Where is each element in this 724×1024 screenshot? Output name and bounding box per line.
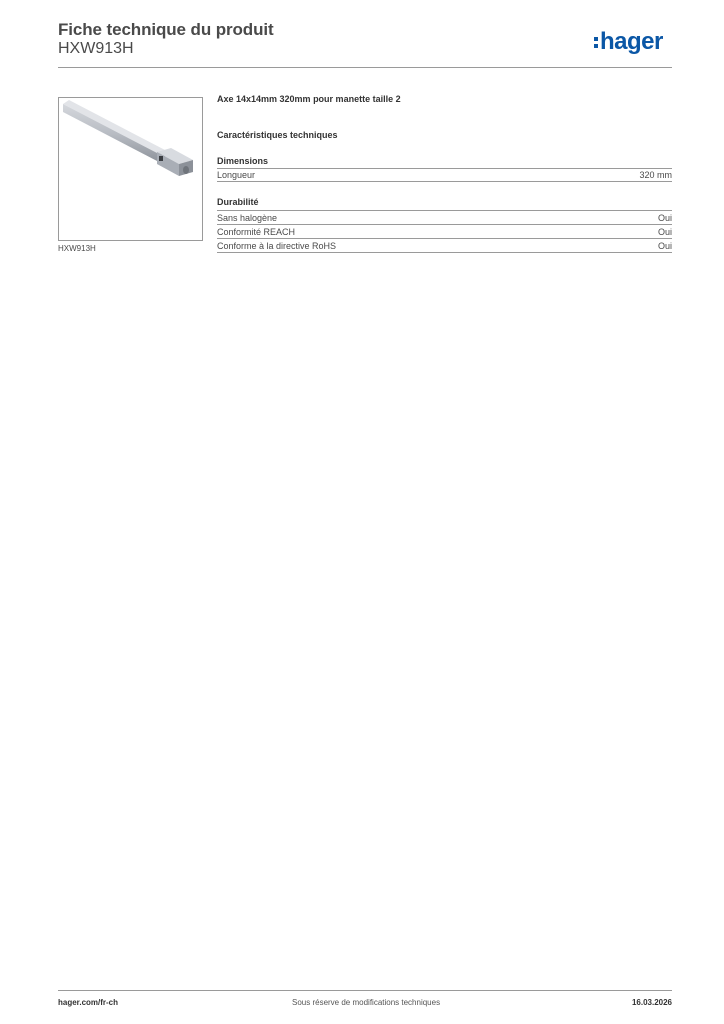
page-title: Fiche technique du produit bbox=[58, 20, 274, 39]
spec-label: Sans halogène bbox=[217, 213, 278, 223]
spec-label: Conforme à la directive RoHS bbox=[217, 241, 337, 251]
spec-row bbox=[217, 210, 672, 225]
spec-label: Longueur bbox=[217, 170, 256, 180]
header-divider bbox=[58, 67, 672, 68]
footer-notice: Sous réserve de modifications techniques bbox=[292, 998, 441, 1007]
spec-value: Oui bbox=[657, 227, 672, 237]
footer-divider bbox=[58, 990, 672, 991]
image-caption: HXW913H bbox=[58, 244, 96, 253]
logo-dots-icon bbox=[594, 37, 598, 48]
spec-value: 320 mm bbox=[639, 170, 672, 180]
axle-shaft-icon bbox=[59, 98, 202, 240]
durability-title: Durabilité bbox=[217, 197, 259, 207]
spec-content bbox=[217, 94, 672, 251]
product-description: Axe 14x14mm 320mm pour manette taille 2 bbox=[217, 94, 401, 104]
footer-website: hager.com/fr-ch bbox=[58, 998, 119, 1007]
dimensions-title: Dimensions bbox=[217, 156, 269, 166]
spec-value: Oui bbox=[657, 213, 672, 223]
spec-row bbox=[217, 168, 672, 182]
spec-value: Oui bbox=[657, 241, 672, 251]
spec-row bbox=[217, 239, 672, 253]
product-reference: HXW913H bbox=[58, 40, 134, 57]
product-image bbox=[58, 97, 203, 241]
footer-date: 16.03.2026 bbox=[631, 998, 672, 1007]
logo-text: hager bbox=[600, 28, 663, 55]
specs-heading: Caractéristiques techniques bbox=[217, 130, 338, 140]
hager-logo bbox=[594, 28, 663, 56]
spec-label: Conformité REACH bbox=[217, 227, 296, 237]
spec-row bbox=[217, 225, 672, 239]
